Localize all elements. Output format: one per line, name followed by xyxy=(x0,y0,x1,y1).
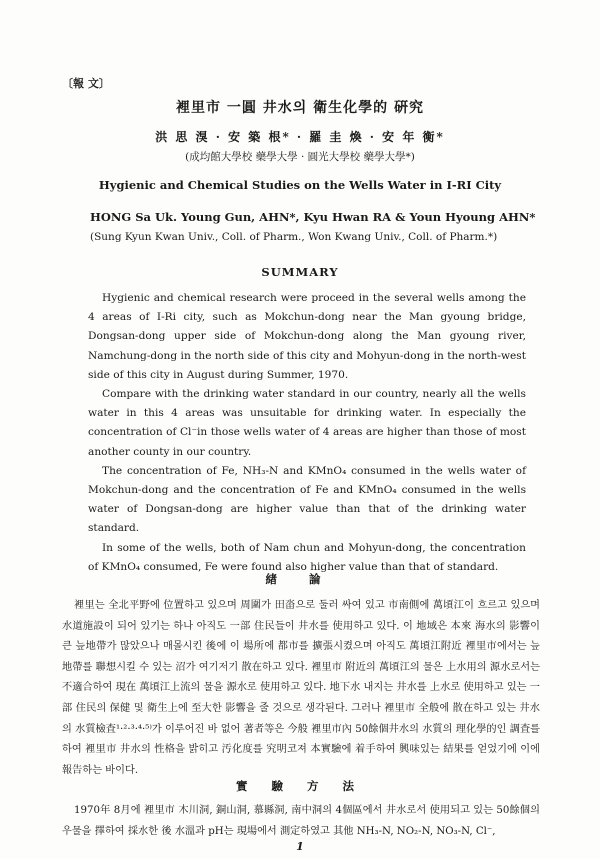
page-number: 1 xyxy=(296,840,304,853)
summary-heading: SUMMARY xyxy=(261,265,339,279)
introduction-paragraph: 裡里는 全北平野에 位置하고 있으며 周圍가 田畓으로 둘러 싸여 있고 市南側에 萬頃江이 흐르고 있으며 水道施設이 되어 있기는 하나 아직도 一部 住民들이 井水를 使用하고 있다. 이 地域은 本來 海水의 影響이 큰 늪地帶가 많았으나 매몰시킨 後에 이 場所에 都市를 擴張시켰으며 아직도 萬頃江附近 裡里市에서는 늪地帶를 聯想시킬 수 있는 沼가 여기저기 散在하고 있다. 裡里市 附近의 萬頃江의 물은 上水用의 源水로서는 不適合하여 現在 萬頃江上流의 물을 源水로 使用하고 있다. 地下水 내지는 井水를 上水로 使用하고 있는 一部 住民의 保健 및 衛生上에 至大한 影響을 줄 것으로 생각된다. 그러나 裡里市 全般에 散在하고 있는 井水의 水質檢査¹·²·³·⁴·⁵⁾가 이루어진 바 없어 著者等은 今般 裡里市內 50餘個井水의 水質의 理化學的인 調査를 하여 裡里市 井水의 性格을 밝히고 汚化度를 究明코져 本實驗에 着手하여 興味있는 結果를 얻었기에 이에 報告하는 바이다. xyxy=(62,600,540,776)
summary-paragraph: Compare with the drinking water standard in our country, nearly all the wells water in this 4 areas was unsuitable for drinking water. In especially the concentration of Cl⁻in those wells water of 4 areas are higher than those of most another county in our country. xyxy=(88,388,526,458)
summary-paragraph: Hygienic and chemical research were proceed in the several wells among the 4 areas of I-Ri city, such as Mokchun-dong near the Man gyoung bridge, Dongsan-dong upper side of Mokchun-dong along the Man gyoung river, Namchung-dong in the north side of this city and Mohyun-dong in the north-west side of this city in August during Summer, 1970. xyxy=(88,292,526,381)
summary-body xyxy=(88,289,526,577)
english-authors: HONG Sa Uk. Young Gun, AHN*, Kyu Hwan RA & Youn Hyoung AHN* xyxy=(90,210,536,224)
summary-paragraph: The concentration of Fe, NH₃-N and KMnO₄ consumed in the wells water of Mokchun-dong and the concentration of Fe and KMnO₄ consumed in the wells water of Dongsan-dong are higher value than that of the drinking water standard. xyxy=(88,464,526,535)
introduction-body xyxy=(62,596,540,781)
korean-affiliation: (成均館大學校 藥學大學 · 圓光大學校 藥學大學*) xyxy=(185,151,415,163)
korean-title: 裡里市 一圓 井水의 衛生化學的 硏究 xyxy=(175,100,425,116)
methods-body xyxy=(62,801,540,842)
introduction-heading: 緖 論 xyxy=(265,572,335,586)
summary-paragraph: In some of the wells, both of Nam chun and Mohyun-dong, the concentration of KMnO₄ consumed, Fe were found also higher value than that of standard. xyxy=(88,541,526,573)
article-type-tag: 〔報 文〕 xyxy=(62,77,110,90)
english-title: Hygienic and Chemical Studies on the Wells Water in I-RI City xyxy=(98,178,502,192)
english-affiliation: (Sung Kyun Kwan Univ., Coll. of Pharm., Won Kwang Univ., Coll. of Pharm.*) xyxy=(90,231,498,243)
methods-heading: 實 驗 方 法 xyxy=(235,779,364,793)
methods-paragraph: 1970年 8月에 裡里市 木川洞, 銅山洞, 慕縣洞, 南中洞의 4個區에서 井水로서 使用되고 있는 50餘個의 우물을 擇하여 採水한 後 水溫과 pH는 現場에서 測定하였고 其他 NH₃-N, NO₂-N, NO₃-N, Cl⁻, xyxy=(62,805,540,837)
korean-authors: 洪 思 湨 · 安 築 根* · 羅 圭 煥 · 安 年 衡* xyxy=(155,130,445,144)
